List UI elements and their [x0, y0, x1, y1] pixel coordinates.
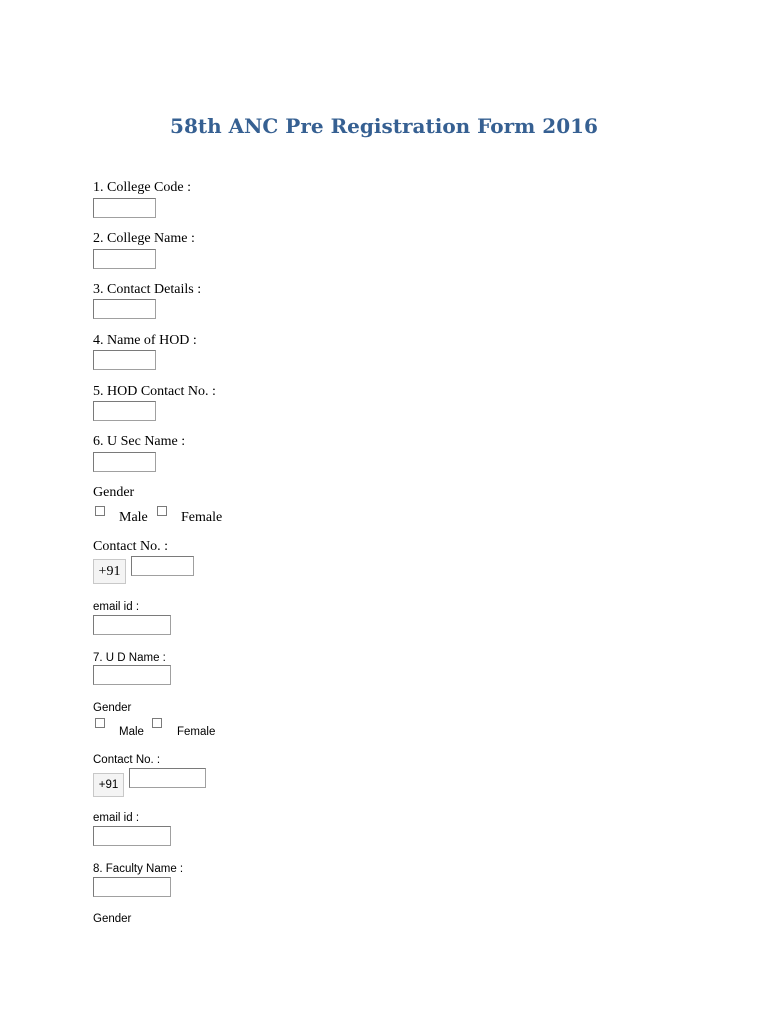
hod-name-input[interactable] [93, 350, 156, 370]
u-sec-female-label: Female [181, 510, 223, 525]
u-d-female-label: Female [177, 726, 216, 738]
u-sec-female-checkbox[interactable] [157, 506, 167, 516]
college-code-input[interactable] [93, 198, 156, 218]
faculty-name-label: 8. Faculty Name : [93, 863, 184, 875]
u-d-contact-input[interactable] [129, 768, 206, 788]
u-sec-email-label: email id : [93, 601, 140, 613]
u-d-email-input[interactable] [93, 826, 171, 846]
u-d-gender-label: Gender [93, 702, 132, 714]
u-sec-email-input[interactable] [93, 615, 171, 635]
hod-contact-input[interactable] [93, 401, 156, 421]
hod-contact-label: 5. HOD Contact No. : [93, 384, 216, 399]
u-d-male-label: Male [119, 726, 144, 738]
u-d-country-code: +91 [93, 773, 124, 797]
u-sec-name-input[interactable] [93, 452, 156, 472]
u-sec-country-code: +91 [93, 559, 126, 584]
u-sec-contact-input[interactable] [131, 556, 194, 576]
faculty-name-input[interactable] [93, 877, 171, 897]
u-d-name-input[interactable] [93, 665, 171, 685]
contact-details-label: 3. Contact Details : [93, 282, 202, 297]
u-d-name-label: 7. U D Name : [93, 652, 166, 664]
form-title: 58th ANC Pre Registration Form 2016 [170, 114, 598, 138]
u-d-male-checkbox[interactable] [95, 718, 105, 728]
hod-name-label: 4. Name of HOD : [93, 333, 197, 348]
u-d-contact-label: Contact No. : [93, 754, 161, 766]
u-sec-name-label: 6. U Sec Name : [93, 434, 186, 449]
u-sec-contact-label: Contact No. : [93, 539, 169, 554]
contact-details-input[interactable] [93, 299, 156, 319]
u-d-female-checkbox[interactable] [152, 718, 162, 728]
u-sec-gender-label: Gender [93, 485, 135, 500]
u-sec-male-checkbox[interactable] [95, 506, 105, 516]
u-d-email-label: email id : [93, 812, 140, 824]
u-sec-male-label: Male [119, 510, 148, 525]
college-code-label: 1. College Code : [93, 180, 191, 195]
faculty-gender-label: Gender [93, 913, 132, 925]
college-name-input[interactable] [93, 249, 156, 269]
college-name-label: 2. College Name : [93, 231, 195, 246]
